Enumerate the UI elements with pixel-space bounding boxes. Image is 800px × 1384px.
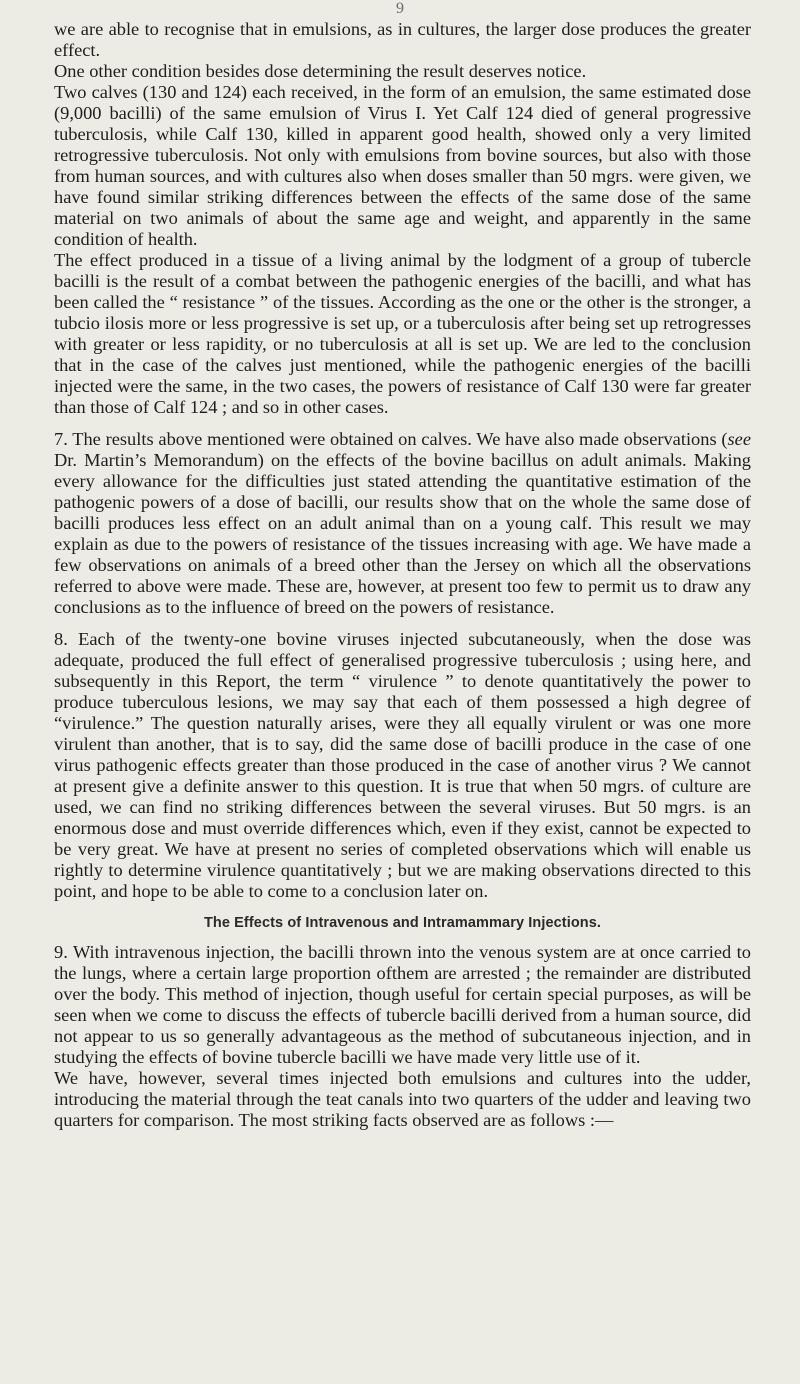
paragraph-udder-injection: We have, however, several times injected both emulsions and cultures into the udder, introducing the material through the teat canals into two quarters of the udder and leaving two quarters for comparison. The most striking facts observed are as follows :— [54,1068,751,1130]
paragraph-condition: One other condition besides dose determining the result deserves notice. [54,61,587,81]
paragraph-resistance: The effect produced in a tissue of a living animal by the lodgment of a group of tubercle bacilli is the result of a combat between the pathogenic energies of the bacilli, and what has been called the “ resistance ” of the tissues. According as the one or the other is the stronger, a tubcio ilosis more or less progressive is set up, or a tuberculosis after being set up retrogresses with greater or less rapidity, or no tuberculosis at all is set up. We are led to the conclusion that in the case of the calves just mentioned, while the pathogenic energies of the bacilli injected were the same, in the two cases, the powers of resistance of Calf 130 were far greater than those of Calf 124 ; and so in other cases. [54,250,751,417]
page-number: 9 [396,0,404,17]
section-heading: The Effects of Intravenous and Intramammary Injections. [203,915,602,931]
paragraph-two-calves: Two calves (130 and 124) each received, in the form of an emulsion, the same estimated dose (9,000 bacilli) of the same emulsion of Virus I. Yet Calf 124 died of general progressive tuberculosis, while Calf 130, killed in apparent good health, showed only a very limited retrogressive tuberculosis. Not only with emulsions from bovine sources, but also with those from human sources, and with cultures also when doses smaller than 50 mgrs. were given, we have found similar striking differences between the effects of the same dose of the same material on two animals of about the same age and weight, and apparently in the same condition of health. [54,82,751,249]
paragraph-section-7-italic: see [727,429,751,449]
paragraph-section-7 [54,429,751,618]
paragraph-continuation: we are able to recognise that in emulsions, as in cultures, the larger dose produces the greater effect. [54,19,751,60]
paragraph-section-8: 8. Each of the twenty-one bovine viruses injected subcutaneously, when the dose was adequate, produced the full effect of generalised progressive tuberculosis ; using here, and subsequently in this Report, the term “ virulence ” to denote quantitatively the power to produce tuberculous lesions, we may say that each of them possessed a high degree of “virulence.” The question naturally arises, were they all equally virulent or was one more virulent than another, that is to say, did the same dose of bacilli produce in the case of one virus pathogenic effects greater than those produced in the case of another virus ? We cannot at present give a definite answer to this question. It is true that when 50 mgrs. of culture are used, we can find no striking differences between the several viruses. But 50 mgrs. is an enormous dose and must override differences which, even if they exist, cannot be expected to be very great. We have at present no series of completed observations which will enable us rightly to determine virulence quantitatively ; but we are making observations directed to this point, and hope to be able to come to a conclusion later on. [54,629,751,901]
paragraph-section-7-part-2: Dr. Martin’s Memorandum) on the effects of the bovine bacillus on adult animals. Making every allowance for the difficulties just stated attending the quantitative estimation of the pathogenic powers of a dose of bacilli, our results show that on the whole the same dose of bacilli produces less effect on an adult animal than on a young calf. This result we may explain as due to the powers of resistance of the tissues increasing with age. We have made a few observations on animals of a breed other than the Jersey on which all the observations referred to above were made. These are, however, at present too few to permit us to draw any conclusions as to the influence of breed on the powers of resistance. [54,450,751,617]
document-body [54,19,751,1131]
paragraph-section-9: 9. With intravenous injection, the bacilli thrown into the venous system are at once carried to the lungs, where a certain large proportion ofthem are arrested ; the remainder are distributed over the body. This method of injection, though useful for certain special purposes, as will be seen when we come to discuss the effects of tubercle bacilli derived from a human source, did not appear to us so generally advantageous as the method of subcutaneous injection, and in studying the effects of bovine tubercle bacilli we have made very little use of it. [54,942,751,1067]
paragraph-section-7-part-1: 7. The results above mentioned were obtained on calves. We have also made observations ( [54,429,728,449]
